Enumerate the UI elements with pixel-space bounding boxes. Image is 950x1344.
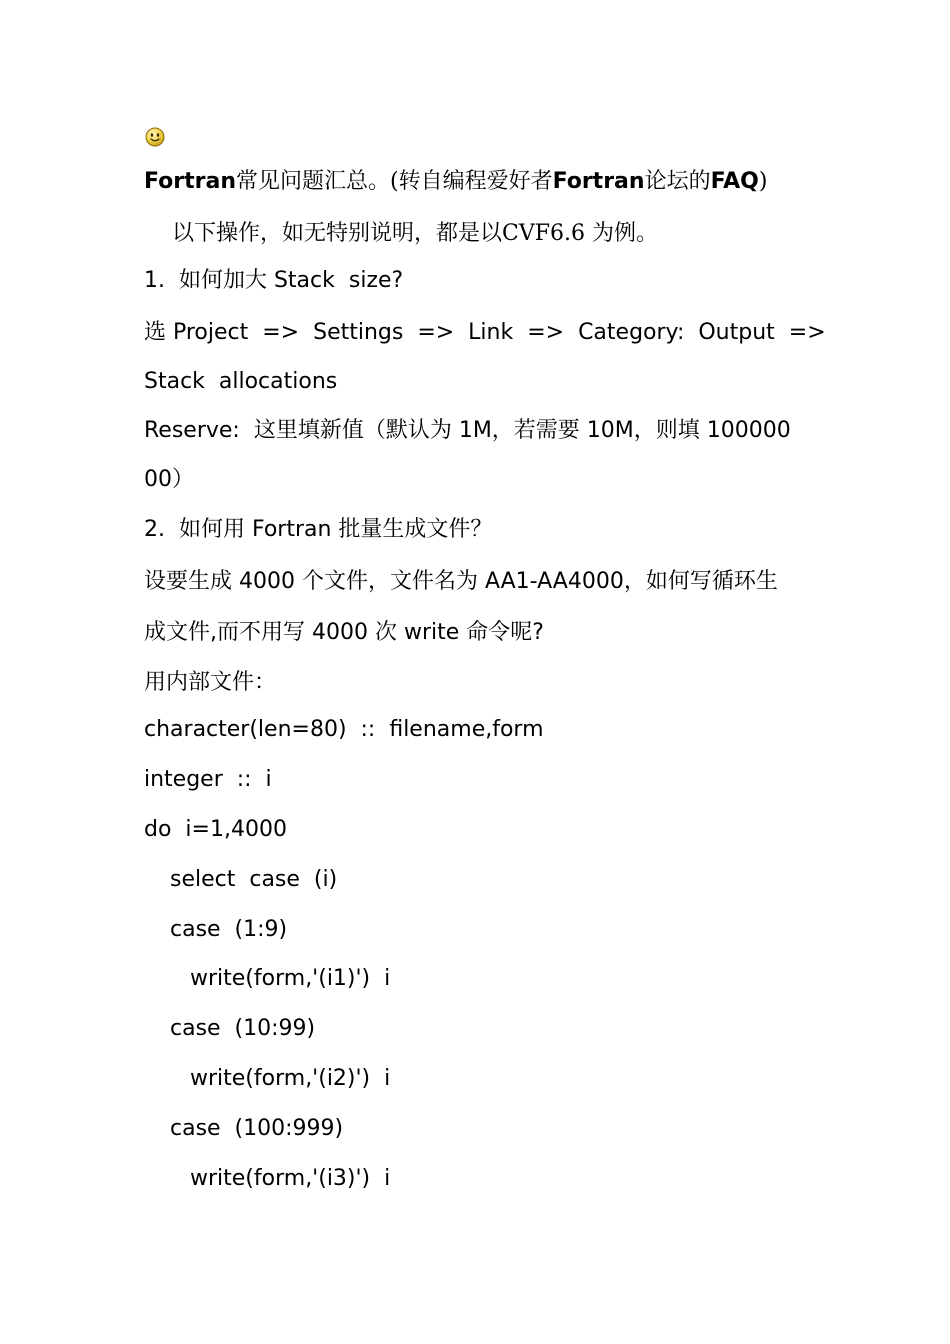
title-fortran: Fortran [144, 169, 236, 194]
q1-line-4: 00） [144, 467, 194, 492]
code-line: case (10:99) [170, 1016, 316, 1041]
q2-heading: 2. 如何用 Fortran 批量生成文件？ [144, 517, 493, 542]
q1-line-2: Stack allocations [144, 369, 338, 394]
q2-line-2: 成文件,而不用写 4000 次 write 命令呢? [144, 620, 544, 645]
code-line: write(form,'(i2)') i [190, 1066, 391, 1091]
q1-line-1: 选 Project => Settings => Link => Category: Output => [144, 320, 826, 345]
document-title [144, 167, 767, 197]
intro-paragraph: 以下操作，如无特别说明，都是以CVF6.6 为例。 [172, 221, 658, 246]
title-text: 常见问题汇总。(转自编程爱好者 [235, 169, 553, 194]
code-line: character(len=80) :: filename,form [144, 717, 544, 742]
q1-line-3: Reserve: 这里填新值（默认为 1M，若需要 10M，则填 100000 [144, 418, 791, 443]
code-line: case (100:999) [170, 1116, 344, 1141]
q2-line-3: 用内部文件： [144, 670, 277, 695]
code-line: do i=1,4000 [144, 817, 287, 842]
code-line: integer :: i [144, 767, 272, 792]
code-line: case (1:9) [170, 917, 288, 942]
code-line: write(form,'(i1)') i [190, 966, 391, 991]
q2-line-1: 设要生成 4000 个文件，文件名为 AA1-AA4000，如何写循环生 [144, 569, 778, 594]
title-faq: FAQ [710, 169, 759, 194]
code-line: select case (i) [170, 867, 338, 892]
title-fortran-2: Fortran [552, 169, 645, 194]
q1-heading: 1. 如何加大 Stack size? [144, 268, 404, 293]
smiley-icon [145, 127, 165, 147]
code-line: write(form,'(i3)') i [190, 1166, 391, 1191]
title-text-2: 论坛的 [644, 169, 711, 194]
title-paren: ) [758, 169, 768, 194]
